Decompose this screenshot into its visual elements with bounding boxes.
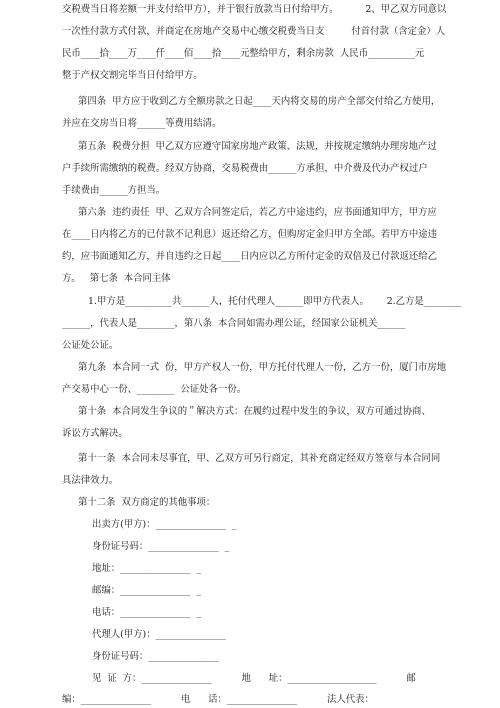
contract-line: 具法律效力。: [62, 475, 119, 486]
contract-line: 民币____拾____万____仟____佰____拾____元整给甲方，剩余房款 人民币__________元: [62, 48, 425, 59]
contract-line: 交税费当日将差额一并支付给甲方），并于银行放款当日付给甲方。 2、甲乙双方同意以: [62, 4, 447, 15]
contract-line: 地址：_______________ _: [92, 563, 202, 574]
contract-line: 出卖方(甲方)：_______________ _: [92, 519, 237, 530]
contract-line: 身份证号码：_______________ _: [92, 541, 230, 552]
contract-line: 电话：_______________ _: [92, 607, 202, 618]
contract-line: 并应在交房当日将______等费用结清。: [62, 118, 222, 129]
contract-line: 第四条 甲方应于收到乙方全额房款之日起____天内将交易的房产全部交付给乙方使用，: [78, 96, 441, 107]
contract-line: 第十条 本合同发生争议的＂解决方式：在履约过程中发生的争议，双方可通过协商、: [78, 406, 431, 417]
contract-line: 见 证 方：_______________ 地 址：___________________ 邮: [92, 673, 416, 684]
contract-line: 代理人(甲方)：_______________: [92, 629, 226, 640]
contract-line: 1.甲方是__________共______人，托付代理人______即甲方代表人。 2.乙方是________: [88, 296, 462, 307]
contract-line: 方。 第七条 本合同主体: [62, 273, 171, 284]
contract-line: 在____日内将乙方的已付款不记利息）返还给乙方，但购房定金归甲方全部。若甲方中途违: [62, 229, 438, 240]
contract-line: 身份证号码：_______________: [92, 651, 219, 662]
contract-line: 约，应书面通知乙方，并自违约之日起____日内应以乙方所付定金的双倍及已付款返还给乙: [62, 251, 438, 262]
contract-line: 公证处公证。: [62, 340, 119, 351]
contract-line: 第十二条 双方商定的其他事项：: [78, 497, 216, 508]
contract-line: 手续费由______方担当。: [62, 185, 166, 196]
contract-line: 第六条 违约责任 甲、乙双方合同签定后，若乙方中途违约，应书面通知甲方，甲方应: [78, 207, 437, 218]
contract-line: 整于产权交割完毕当日付给甲方。: [62, 70, 203, 81]
contract-line: 户手续所需缴纳的税费。经双方协商，交易税费由______方承担，中介费及代办产权过户: [62, 163, 428, 174]
contract-line: 编：_______________ 电 话：_______________ 法人代表：: [62, 694, 374, 705]
contract-line: 邮编：_______________ _: [92, 585, 202, 596]
contract-line: 诉讼方式解决。: [62, 428, 128, 439]
contract-line: 产交易中心一份、________ 公证处各一份。: [62, 384, 247, 395]
contract-line: 一次性付款方式付款，并商定在房地产交易中心缴交税费当日支 付首付款（含定金）人: [62, 26, 446, 37]
contract-line: ______，代表人是________，第八条 本合同如需办理公证，经国家公证机关______: [62, 318, 406, 329]
contract-line: 第五条 税费分担 甲乙双方应遵守国家房地产政策、法规，并按规定缴纳办理房地产过: [78, 141, 437, 152]
contract-line: 第十一条 本合同未尽事宜，甲、乙双方可另行商定，其补充商定经双方签章与本合同同: [78, 453, 441, 464]
contract-line: 第九条 本合同一式 份，甲方产权人一份，甲方托付代理人一份，乙方一份，厦门市房地: [78, 362, 447, 373]
